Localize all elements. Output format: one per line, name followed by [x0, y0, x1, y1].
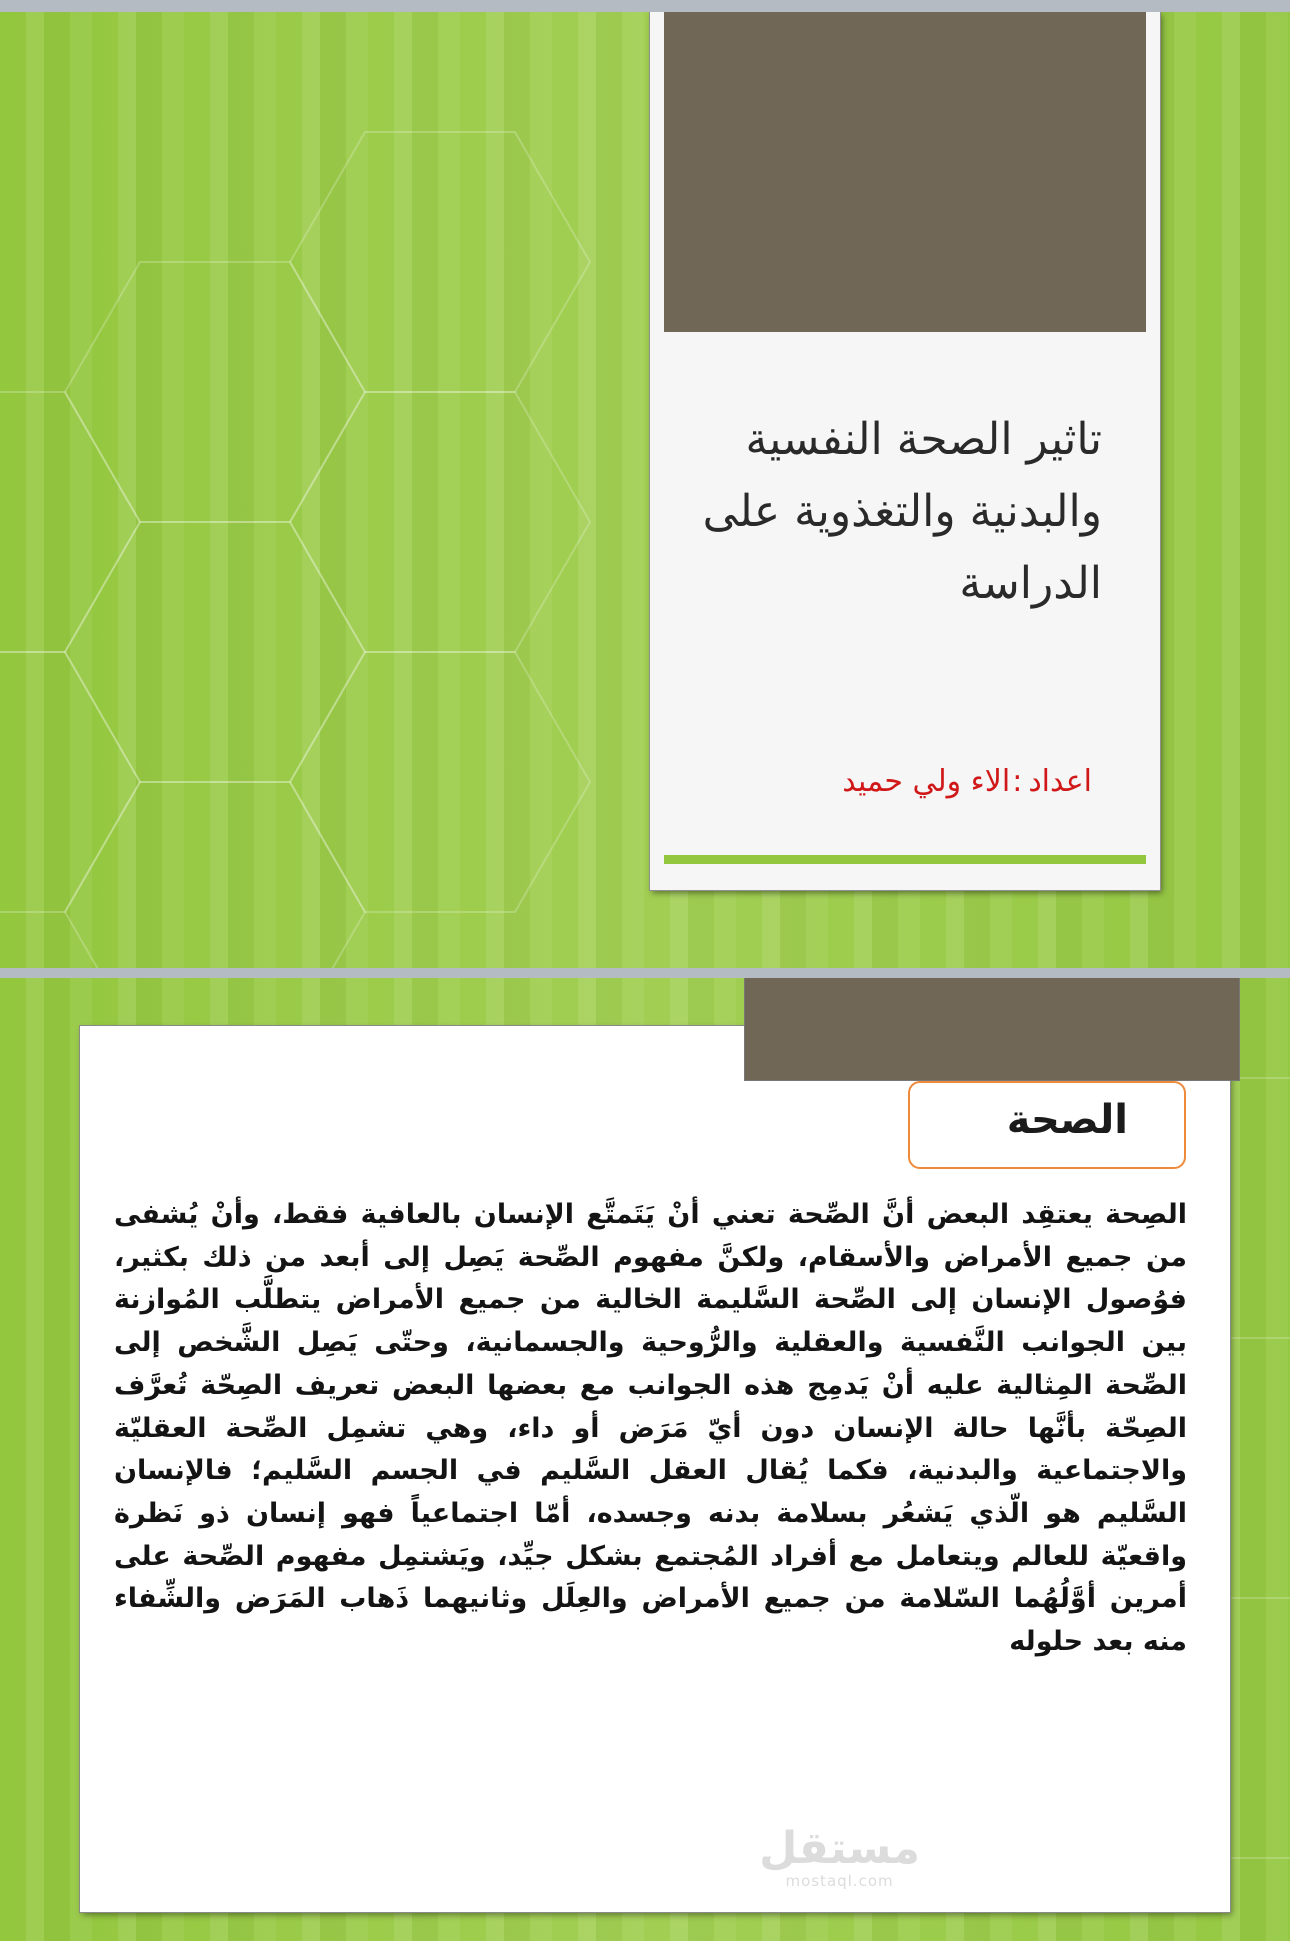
title-slide [0, 12, 1290, 968]
content-card [80, 1026, 1230, 1912]
author-name: الاء ولي حميد [842, 764, 1011, 799]
title-card-header-block [664, 12, 1146, 332]
watermark-main-text: مستقل [759, 1823, 920, 1874]
title-card-accent-bar [664, 855, 1146, 864]
title-card [650, 12, 1160, 890]
content-card-header-block [745, 978, 1239, 1080]
watermark-sub-text: mostaql.com [785, 1872, 894, 1890]
content-slide [0, 978, 1290, 1941]
author-line [842, 764, 1092, 799]
body-paragraph: الصِحة يعتقِد البعض أنَّ الصِّحة تعني أنْ يَتَمتَّع الإنسان بالعافية فقط، وأنْ يُشفى من جميع الأمراض والأسقام، ولكنَّ مفهوم الصِّحة يَصِل إلى أبعد من ذلك بكثير، فوُصول الإنسان إلى الصِّحة السَّليمة الخالية من جميع الأمراض يتطلَّب المُوازنة بين الجوانب النَّفسية والعقلية والرُّوحية والجسمانية، وحتّى يَصِل الشَّخص إلى الصِّحة المِثالية عليه أنْ يَدمِج هذه الجوانب مع بعضها البعض تعريف الصِحّة تُعرَّف الصِحّة بأنَّها حالة الإنسان دون أيّ مَرَض أو داء، وهي تشمِل الصِّحة العقليّة والاجتماعية والبدنية، فكما يُقال العقل السَّليم في الجسم السَّليم؛ فالإنسان السَّليم هو الّذي يَشعُر بسلامة بدنه وجسده، أمّا اجتماعياً فهو إنسان ذو نَظرة واقعيّة للعالم ويتعامل مع أفراد المُجتمع بشكل جيِّد، ويَشتمِل مفهوم الصِّحة على أمرين أوَّلُهُما السّلامة من جميع الأمراض والعِلَل وثانيهما ذَهاب المَرَض والشِّفاء منه بعد حلوله [114, 1199, 1187, 1658]
presentation-title: تاثير الصحة النفسية والبدنية والتغذوية على الدراسة [702, 414, 1102, 609]
mostaql-watermark-logo [759, 1823, 920, 1890]
author-label: اعداد [1028, 764, 1092, 799]
section-heading-box [908, 1081, 1186, 1169]
author-separator: : [1012, 764, 1023, 799]
section-heading: الصحة [1006, 1097, 1128, 1143]
